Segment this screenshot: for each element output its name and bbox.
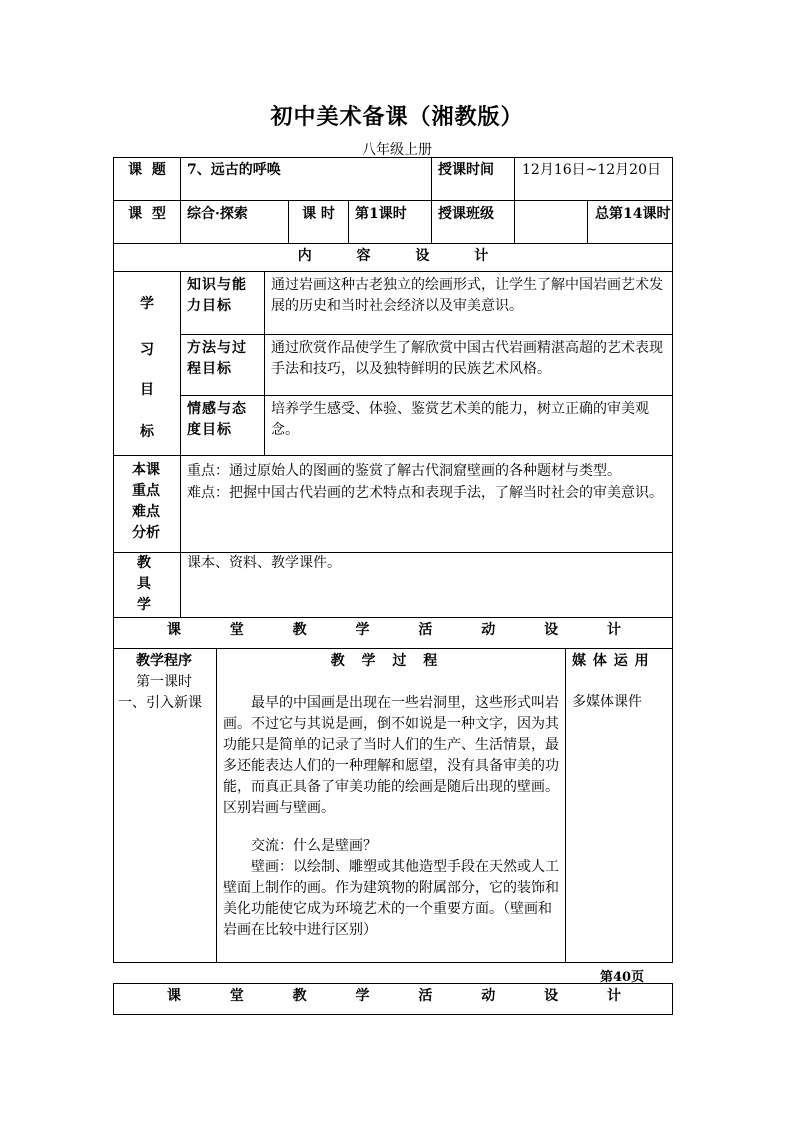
bottom-activity-header: 课 堂 教 学 活 动 设 计 — [113, 983, 673, 1015]
tools-label: 教具学 — [113, 552, 181, 618]
objective-text-knowledge: 通过岩画这种古老独立的绘画形式，让学生了解中国岩画艺术发展的历史和当时社会经济以及审美意识。 — [264, 271, 673, 335]
page-number: 第40页 — [600, 970, 645, 985]
objectives-side-label: 学 习 目 标 — [113, 271, 181, 456]
objective-text-method: 通过欣赏作品使学生了解欣赏中国古代岩画精湛高超的艺术表现手法和技巧，以及独特鲜明的民族艺术风格。 — [264, 334, 673, 396]
objective-text-emotion: 培养学生感受、体验、鉴赏艺术美的能力，树立正确的审美观念。 — [264, 395, 673, 456]
teaching-program-column: 教学程序 第一课时 一、引入新课 — [113, 648, 217, 963]
class-value-cell — [514, 200, 588, 244]
total-hours-cell: 总第14课时 — [587, 200, 673, 244]
tools-text: 课本、资料、教学课件。 — [180, 552, 673, 618]
time-label-cell: 授课时间 — [431, 157, 515, 201]
type-label-cell: 课 型 — [113, 200, 181, 244]
key-points-label: 本课重点难点分析 — [113, 455, 181, 553]
objective-label-method: 方法与过程目标 — [180, 334, 265, 396]
objective-label-emotion: 情感与态度目标 — [180, 395, 265, 456]
content-design-header: 内 容 设 计 — [113, 243, 673, 272]
topic-label-cell: 课 题 — [113, 157, 181, 201]
page-subtitle: 八年级上册 — [362, 142, 432, 158]
topic-value-cell: 7、远古的呼唤 — [180, 157, 432, 201]
objective-label-knowledge: 知识与能力目标 — [180, 271, 265, 335]
class-label-cell: 授课班级 — [431, 200, 515, 244]
page-title: 初中美术备课（湘教版） — [270, 104, 524, 130]
activity-design-header: 课 堂 教 学 活 动 设 计 — [113, 617, 673, 649]
hours-label-cell: 课 时 — [288, 200, 349, 244]
media-column: 媒 体 运 用 多媒体课件 — [565, 648, 673, 963]
teaching-process-column: 教 学 过 程 最早的中国画是出现在一些岩洞里，这些形式叫岩画。不过它与其说是画，倒不如说是一种文字，因为其功能只是简单的记录了当时人们的生产、生活情景，最多还能表达人们的一种理解和愿望，没有具备审美的功能，而真正具备了审美功能的绘画是随后出现的壁画。区别岩画与壁画。 交流：什么是壁画？ 壁画：以绘制、雕塑或其他造型手段在天然或人工壁面上制作的画。作为建筑物的附属部分，它的装饰和美化功能使它成为环境艺术的一个重要方面。（壁画和岩画在比较中进行区别） — [216, 648, 566, 963]
type-value-cell: 综合·探索 — [180, 200, 289, 244]
key-points-text: 重点：通过原始人的图画的鉴赏了解古代洞窟壁画的各种题材与类型。 难点：把握中国古代岩画的艺术特点和表现手法，了解当时社会的审美意识。 — [180, 455, 673, 553]
time-value-cell: 12月16日~12月20日 — [514, 157, 673, 201]
hours-value-cell: 第1课时 — [348, 200, 432, 244]
